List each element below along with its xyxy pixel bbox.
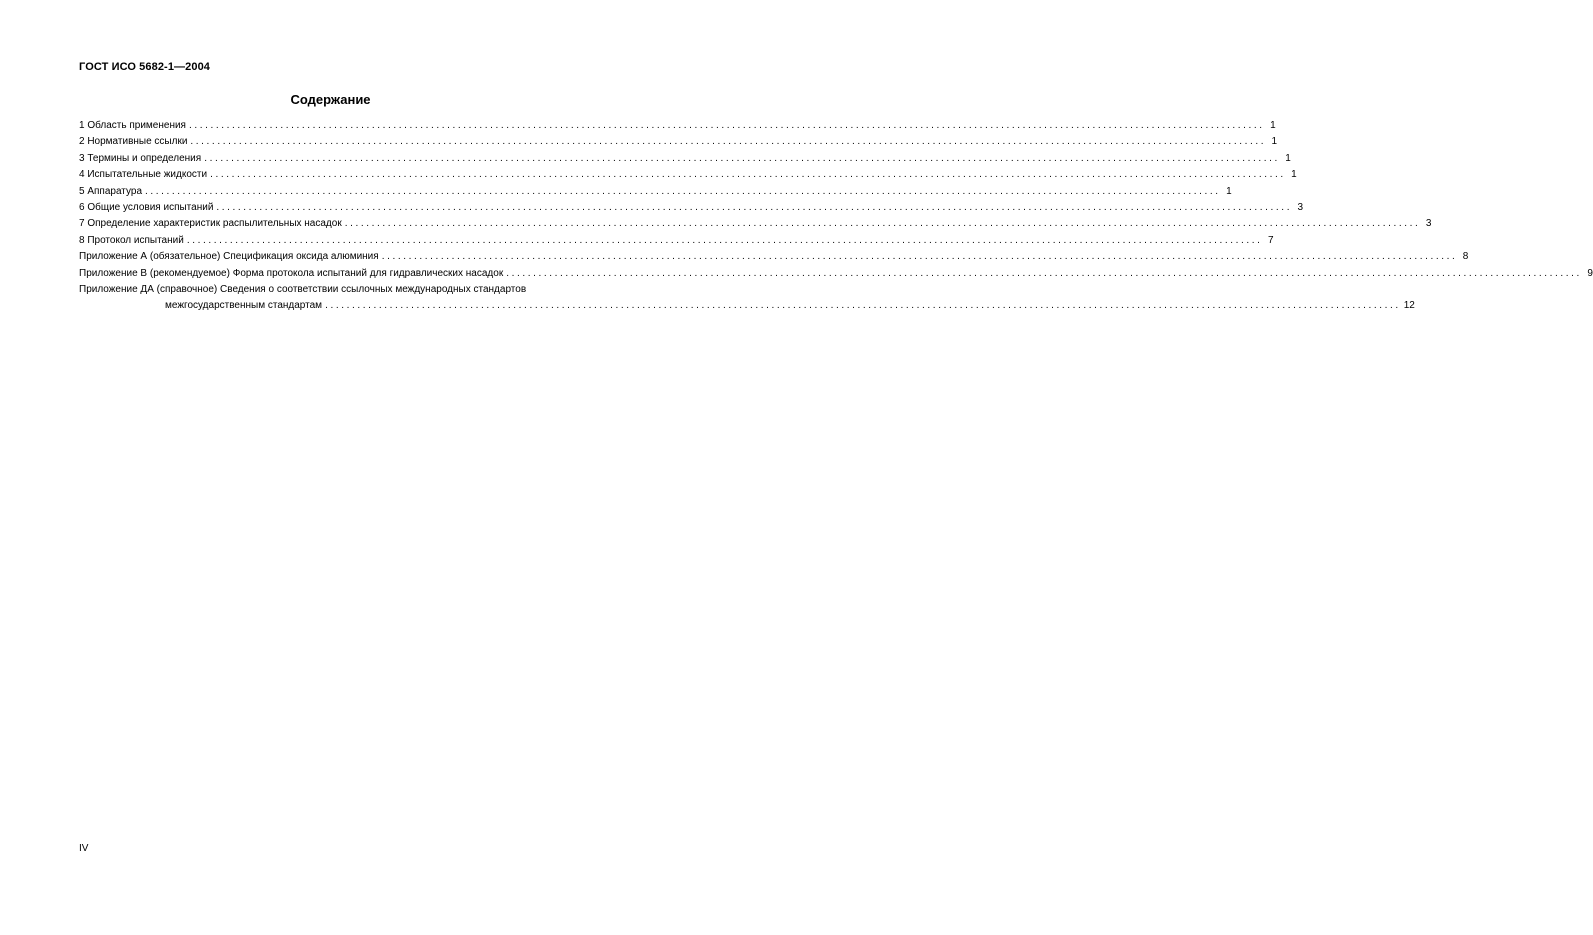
- toc-entry-annex-a[interactable]: [79, 249, 1469, 265]
- toc-entry-4[interactable]: [79, 167, 1297, 183]
- toc-entry-page: 1: [1285, 152, 1291, 164]
- document-header: ГОСТ ИСО 5682-1—2004: [79, 61, 211, 73]
- toc-entry-page: 1: [1271, 136, 1278, 148]
- toc-leader-dots: ........................................................................................................................................................................................................: [381, 251, 1458, 263]
- toc-entry-text: 7 Определение характеристик распылительных насадок: [79, 218, 342, 230]
- toc-entry-page: 9: [1587, 267, 1593, 279]
- toc-entry-page: 3: [1425, 218, 1432, 230]
- toc-leader-dots: ........................................................................................................................................................................................................: [506, 267, 1582, 279]
- toc-entry-6[interactable]: [79, 200, 1304, 216]
- toc-entry-text: 5 Аппаратура: [79, 185, 143, 197]
- toc-entry-3[interactable]: [79, 151, 1291, 167]
- toc-entry-page: 1: [1291, 169, 1297, 181]
- toc-entry-7[interactable]: [79, 216, 1432, 232]
- toc-leader-dots: ........................................................................................................................................................................................................: [204, 152, 1280, 164]
- toc-leader-dots: ........................................................................................................................................................................................................: [210, 169, 1286, 181]
- toc-entry-page: 1: [1270, 120, 1276, 131]
- toc-leader-dots: ........................................................................................................................................................................................................: [216, 201, 1293, 213]
- toc-entry-page: 12: [1403, 300, 1415, 312]
- toc-entry-page: 8: [1462, 251, 1469, 263]
- toc-entry-page: 3: [1297, 201, 1304, 213]
- toc-entry-text: 2 Нормативные ссылки: [79, 136, 188, 148]
- toc-entry-page: 7: [1267, 234, 1274, 246]
- toc-entry-text: 1 Область применения: [79, 120, 186, 131]
- toc-entry-text: 3 Термины и определения: [79, 152, 202, 164]
- toc-entry-5[interactable]: [79, 184, 1232, 200]
- toc-entry-text: 6 Общие условия испытаний: [79, 201, 214, 213]
- toc-entry-annex-da-continued[interactable]: [79, 298, 1415, 314]
- toc-entry-text: Приложение ДА (справочное) Сведения о соответствии ссылочных международных стандартов: [79, 283, 527, 295]
- toc-leader-dots: ........................................................................................................................................................................................................: [190, 136, 1267, 148]
- toc-leader-dots: ........................................................................................................................................................................................................: [325, 300, 1401, 312]
- toc-entry-1[interactable]: [79, 118, 1276, 134]
- toc-leader-dots: ........................................................................................................................................................................................................: [145, 185, 1221, 197]
- toc-entry-2[interactable]: [79, 134, 1278, 150]
- toc-entry-text: 4 Испытательные жидкости: [79, 169, 208, 181]
- toc-entry-8[interactable]: [79, 233, 1274, 249]
- toc-entry-text: 8 Протокол испытаний: [79, 234, 184, 246]
- toc-entry-text-continued: межгосударственным стандартам: [165, 300, 323, 312]
- table-of-contents: [79, 118, 1593, 315]
- toc-entry-text: Приложение А (обязательное) Спецификация оксида алюминия: [79, 251, 379, 263]
- toc-leader-dots: ........................................................................................................................................................................................................: [188, 120, 1265, 131]
- page-number: IV: [79, 843, 89, 854]
- toc-entry-annex-da[interactable]: [79, 282, 614, 298]
- toc-leader-dots: ........................................................................................................................................................................................................: [186, 234, 1263, 246]
- toc-entry-text: Приложение В (рекомендуемое) Форма протокола испытаний для гидравлических насадок: [79, 267, 504, 279]
- contents-title: Содержание: [290, 92, 371, 107]
- toc-entry-page: 1: [1226, 185, 1232, 197]
- toc-leader-dots: ........................................................................................................................................................................................................: [344, 218, 1421, 230]
- toc-entry-annex-b[interactable]: [79, 266, 1593, 282]
